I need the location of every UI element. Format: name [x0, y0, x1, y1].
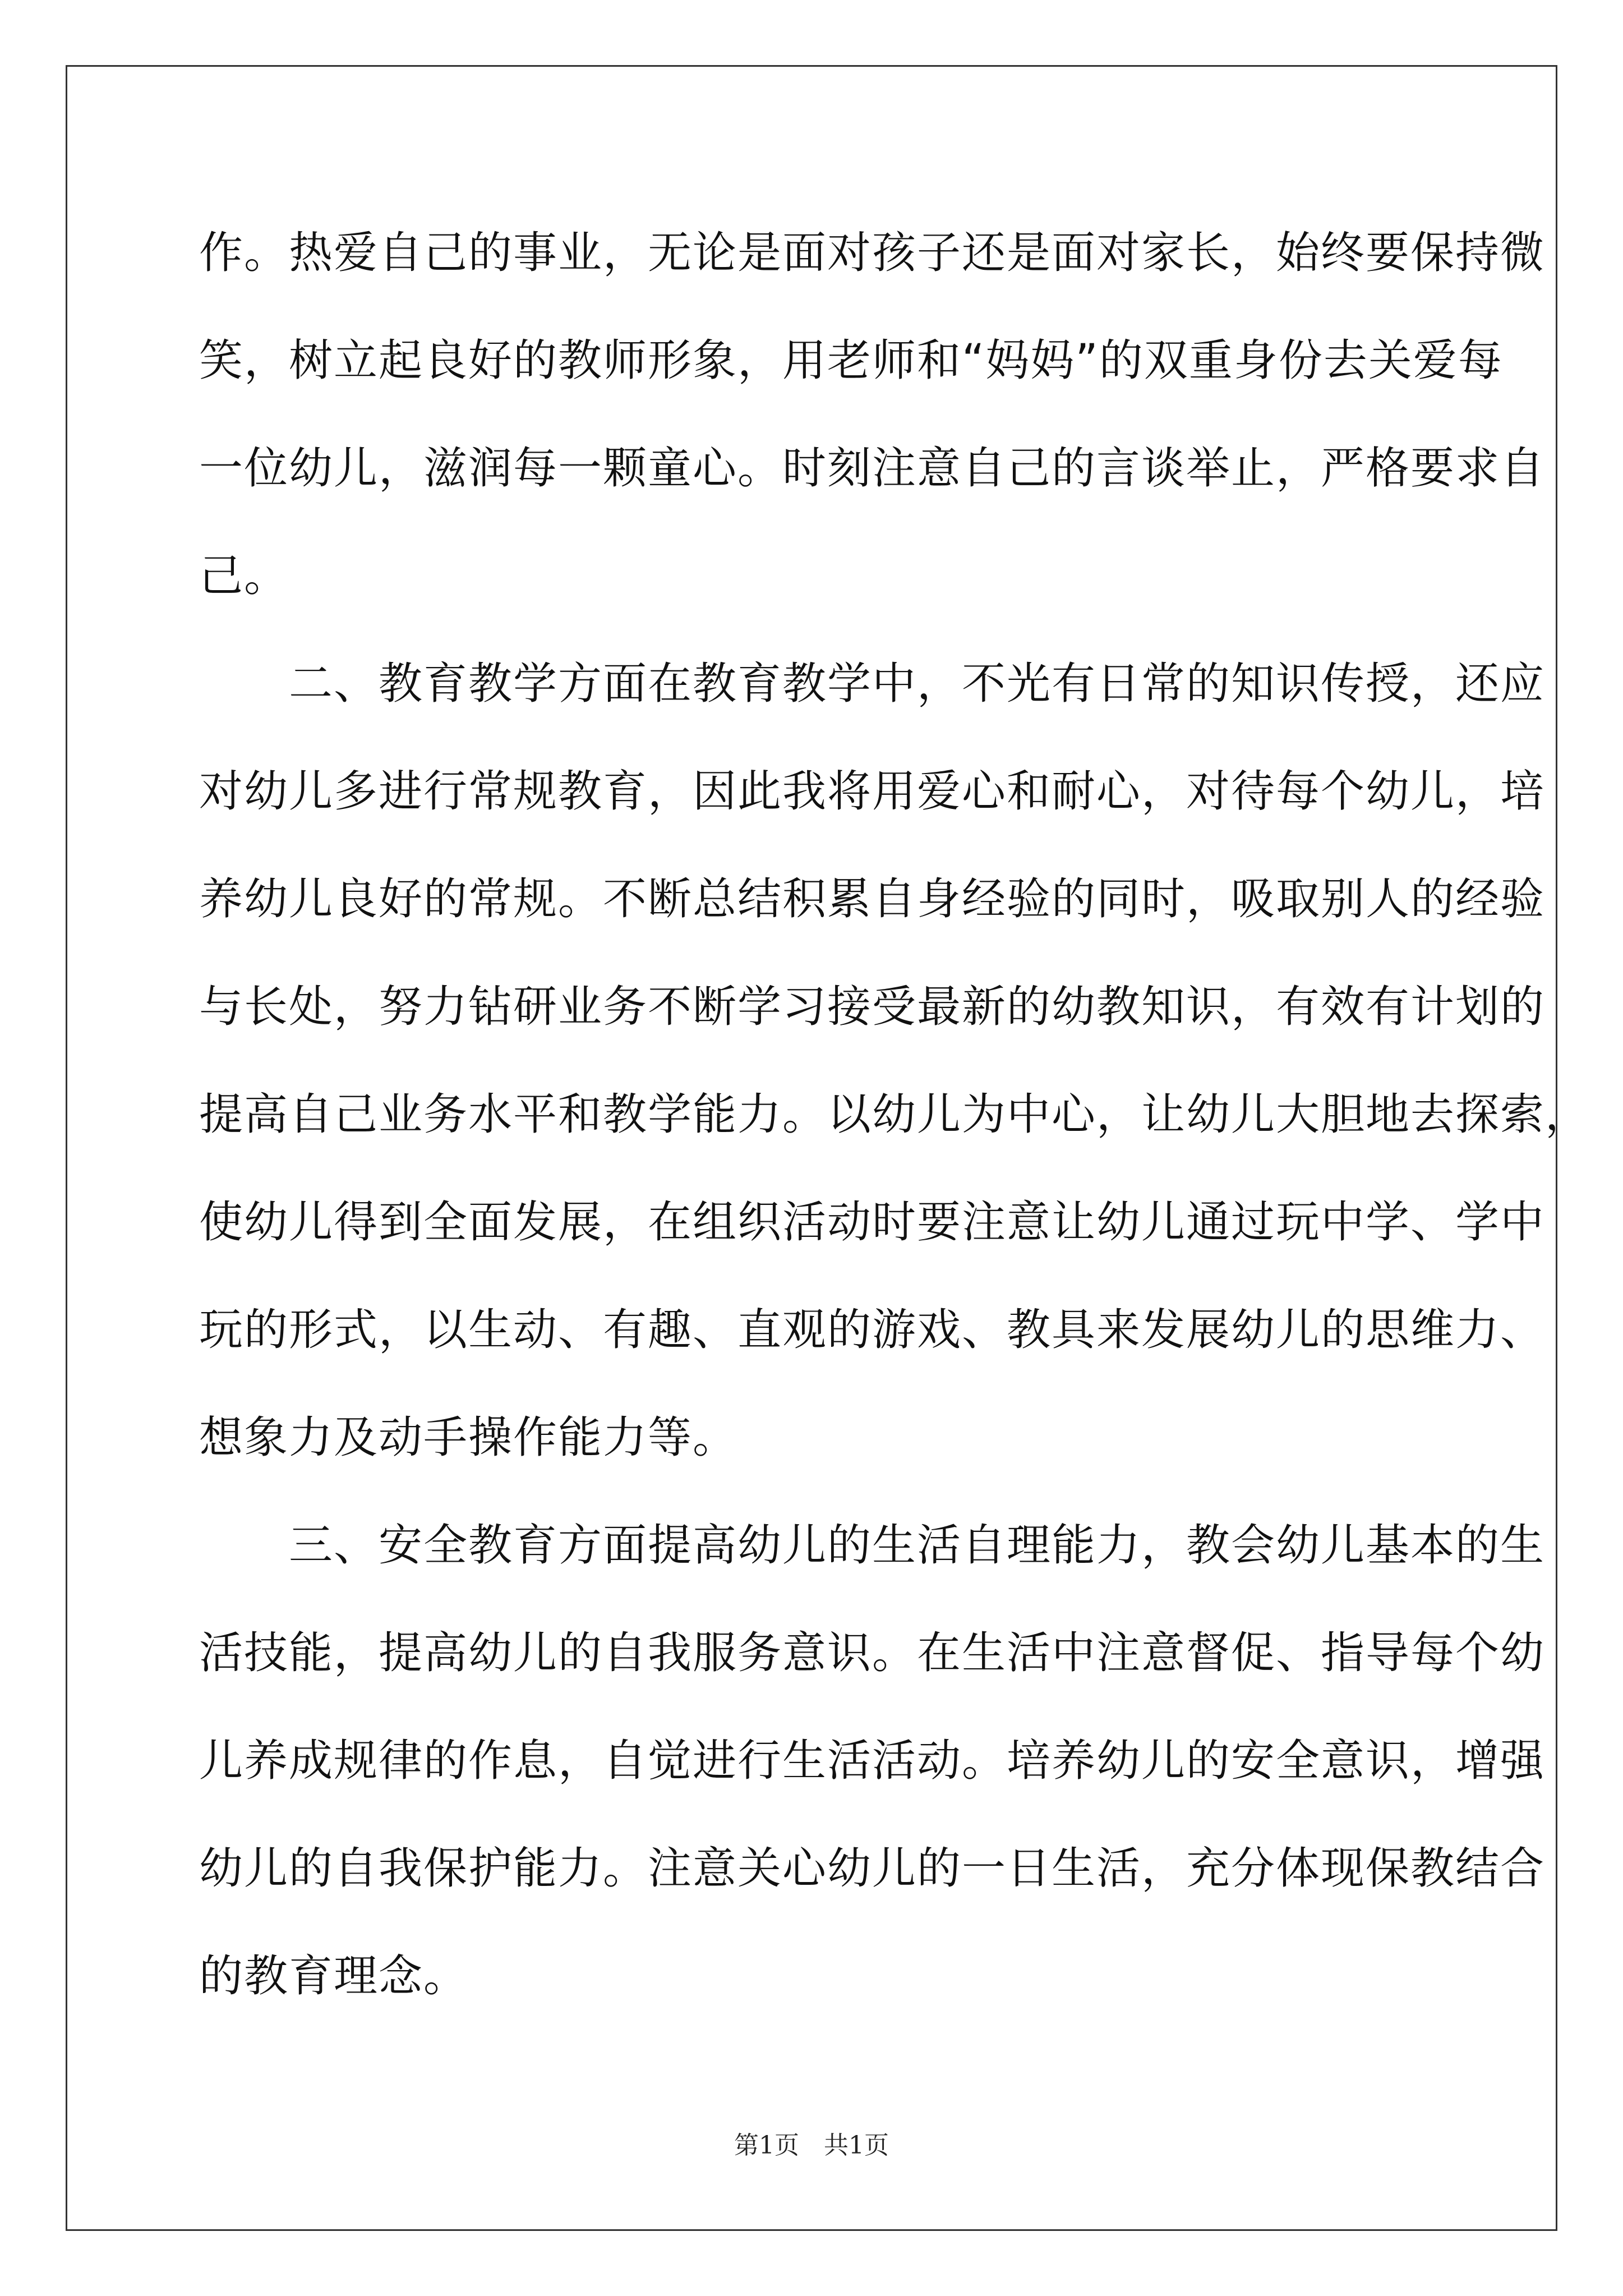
- text-line: 提高自己业务水平和教学能力。以幼儿为中心，让幼儿大胆地去探索，: [199, 1089, 1590, 1140]
- text-line: 幼儿的自我保护能力。注意关心幼儿的一日生活，充分体现保教结合: [199, 1843, 1546, 1894]
- text-line: 想象力及动手操作能力等。: [199, 1412, 738, 1463]
- text-line: 对幼儿多进行常规教育，因此我将用爱心和耐心，对待每个幼儿，培: [199, 766, 1546, 817]
- text-line: 己。: [199, 551, 289, 601]
- text-line: 一位幼儿，滋润每一颗童心。时刻注意自己的言谈举止，严格要求自: [199, 443, 1546, 494]
- paragraph-3: [199, 1492, 1546, 2030]
- text-line: 的教育理念。: [199, 1951, 469, 2001]
- text-line: 作。热爱自己的事业，无论是面对孩子还是面对家长，始终要保持微: [199, 228, 1546, 278]
- paragraph-1: [199, 199, 1546, 630]
- text-line: 与长处，努力钻研业务不断学习接受最新的幼教知识，有效有计划的: [199, 982, 1546, 1032]
- page-footer: 第1页 共1页: [734, 2131, 889, 2160]
- text-line: 活技能，提高幼儿的自我服务意识。在生活中注意督促、指导每个幼: [199, 1628, 1546, 1678]
- text-line: 养幼儿良好的常规。不断总结积累自身经验的同时，吸取别人的经验: [199, 874, 1546, 924]
- text-line: 玩的形式，以生动、有趣、直观的游戏、教具来发展幼儿的思维力、: [199, 1305, 1546, 1355]
- document-body: [199, 199, 1590, 2030]
- text-line: 使幼儿得到全面发展，在组织活动时要注意让幼儿通过玩中学、学中: [199, 1197, 1546, 1248]
- text-line: 三、安全教育方面提高幼儿的生活自理能力，教会幼儿基本的生: [199, 1520, 1546, 1571]
- paragraph-2: [199, 630, 1590, 1492]
- text-line: 儿养成规律的作息，自觉进行生活活动。培养幼儿的安全意识，增强: [199, 1736, 1546, 1786]
- text-line: 笑，树立起良好的教师形象，用老师和“妈妈”的双重身份去关爱每: [199, 335, 1503, 386]
- text-line: 二、教育教学方面在教育教学中，不光有日常的知识传授，还应: [199, 659, 1546, 709]
